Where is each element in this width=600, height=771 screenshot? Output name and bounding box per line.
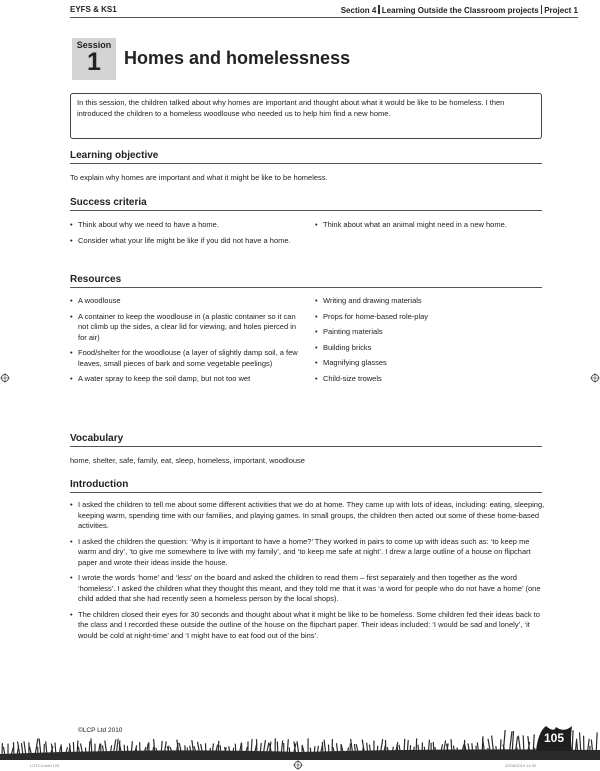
introduction-title: Introduction: [70, 479, 129, 490]
print-slug-right: 22/06/2010 14:30: [505, 763, 537, 768]
success-criteria-title: Success criteria: [70, 197, 147, 208]
page-number: 105: [543, 731, 565, 745]
header-divider: [541, 5, 543, 14]
header-project: Project 1: [544, 6, 578, 15]
list-item: • A woodlouse: [70, 296, 305, 307]
print-slug-left: LOTC4.indd 105: [30, 763, 60, 768]
grass-border-decoration: [0, 730, 600, 760]
learning-objective-heading: [70, 150, 542, 161]
header-section: [341, 5, 578, 15]
copyright: ©LCP Ltd 2010: [78, 727, 123, 734]
session-label: Session: [76, 40, 112, 50]
vocabulary-heading: [70, 433, 542, 444]
registration-mark-icon: [0, 373, 10, 383]
header-divider: [378, 5, 380, 14]
header-section-number: Section 4: [340, 6, 377, 15]
heading-rule: [70, 163, 542, 164]
list-item: • A container to keep the woodlouse in (a plastic container so it can not climb up the sides, a clear lid for viewing, and holes pierced in for air): [70, 312, 305, 344]
resources-right: [315, 296, 543, 389]
page-title: Homes and homelessness: [124, 48, 351, 68]
header-rule: [70, 17, 578, 18]
session-number: 1: [87, 48, 101, 76]
list-item: • Think about what an animal might need in a new home.: [315, 220, 543, 231]
list-item: • A water spray to keep the soil damp, but not too wet: [70, 374, 305, 385]
resources-title: Resources: [70, 274, 122, 285]
list-item: • Building bricks: [315, 343, 543, 354]
heading-rule: [70, 287, 542, 288]
list-item: • I asked the children to tell me about some different activities that we do at home. They came up with lots of ideas, including: eating, sleeping, keeping warm, spending time with our families, and playing games. In small groups, the children then acted out some of these home-based activities.: [70, 500, 546, 532]
list-item: • Magnifying glasses: [315, 358, 543, 369]
running-header: [70, 2, 578, 18]
header-section-title: Learning Outside the Classroom projects: [381, 6, 539, 15]
registration-mark-icon: [293, 760, 303, 770]
list-item: • I wrote the words ‘home’ and ‘less’ on the board and asked the children to read them – first separately and then together as the word ‘homeless’. I asked the children what they thought this meant, and they told me that it was ‘a word for people who do not have a home’ (one child added that she had recently seen a homeless person by the local shops).: [70, 573, 546, 605]
print-slug: [0, 760, 600, 771]
header-key-stage: EYFS & KS1: [70, 5, 117, 14]
list-item: • The children closed their eyes for 30 seconds and thought about what it might be like to be homeless. Some children fed their ideas back to the class and I recorded these outside the outline of the house on the flipchart paper. Their ideas included: ‘I would be sad and lonely’, ‘it would be cold at night-time’ and ‘I might have to eat food out of the bins’.: [70, 610, 546, 642]
introduction-heading: [70, 479, 542, 490]
resources-heading: [70, 274, 542, 285]
list-item: • Think about why we need to have a home.: [70, 220, 302, 231]
learning-objective-title: Learning objective: [70, 150, 159, 161]
resources-left: [70, 296, 305, 390]
list-item: • Writing and drawing materials: [315, 296, 543, 307]
success-criteria-heading: [70, 197, 542, 208]
list-item: • Props for home-based role-play: [315, 312, 543, 323]
heading-rule: [70, 492, 542, 493]
success-criteria-right: [315, 220, 543, 236]
list-item: • Child-size trowels: [315, 374, 543, 385]
registration-mark-icon: [590, 373, 600, 383]
list-item: • Food/shelter for the woodlouse (a layer of slightly damp soil, a few leaves, small pieces of bark and some vegetable peelings): [70, 348, 305, 369]
success-criteria-left: [70, 220, 302, 251]
vocabulary-text: home, shelter, safe, family, eat, sleep, homeless, important, woodlouse: [70, 456, 305, 465]
session-badge: [72, 38, 116, 80]
heading-rule: [70, 446, 542, 447]
introduction-list: [70, 500, 546, 646]
list-item: • I asked the children the question: ‘Why is it important to have a home?’ They worked in pairs to come up with ideas such as: ‘to keep me warm and dry’, ‘to give me somewhere to live with my family’, and ‘to keep me safe at night’. I drew a large outline of a house on flipchart paper and wrote their ideas inside the house.: [70, 537, 546, 569]
list-item: • Consider what your life might be like if you did not have a home.: [70, 236, 302, 247]
intro-summary-box: In this session, the children talked about why homes are important and thought about what it would be like to be homeless. I then introduced the children to a homeless woodlouse who needed us to help him find a new home.: [70, 93, 542, 139]
vocabulary-title: Vocabulary: [70, 433, 124, 444]
heading-rule: [70, 210, 542, 211]
learning-objective-text: To explain why homes are important and what it might be like to be homeless.: [70, 173, 328, 182]
list-item: • Painting materials: [315, 327, 543, 338]
